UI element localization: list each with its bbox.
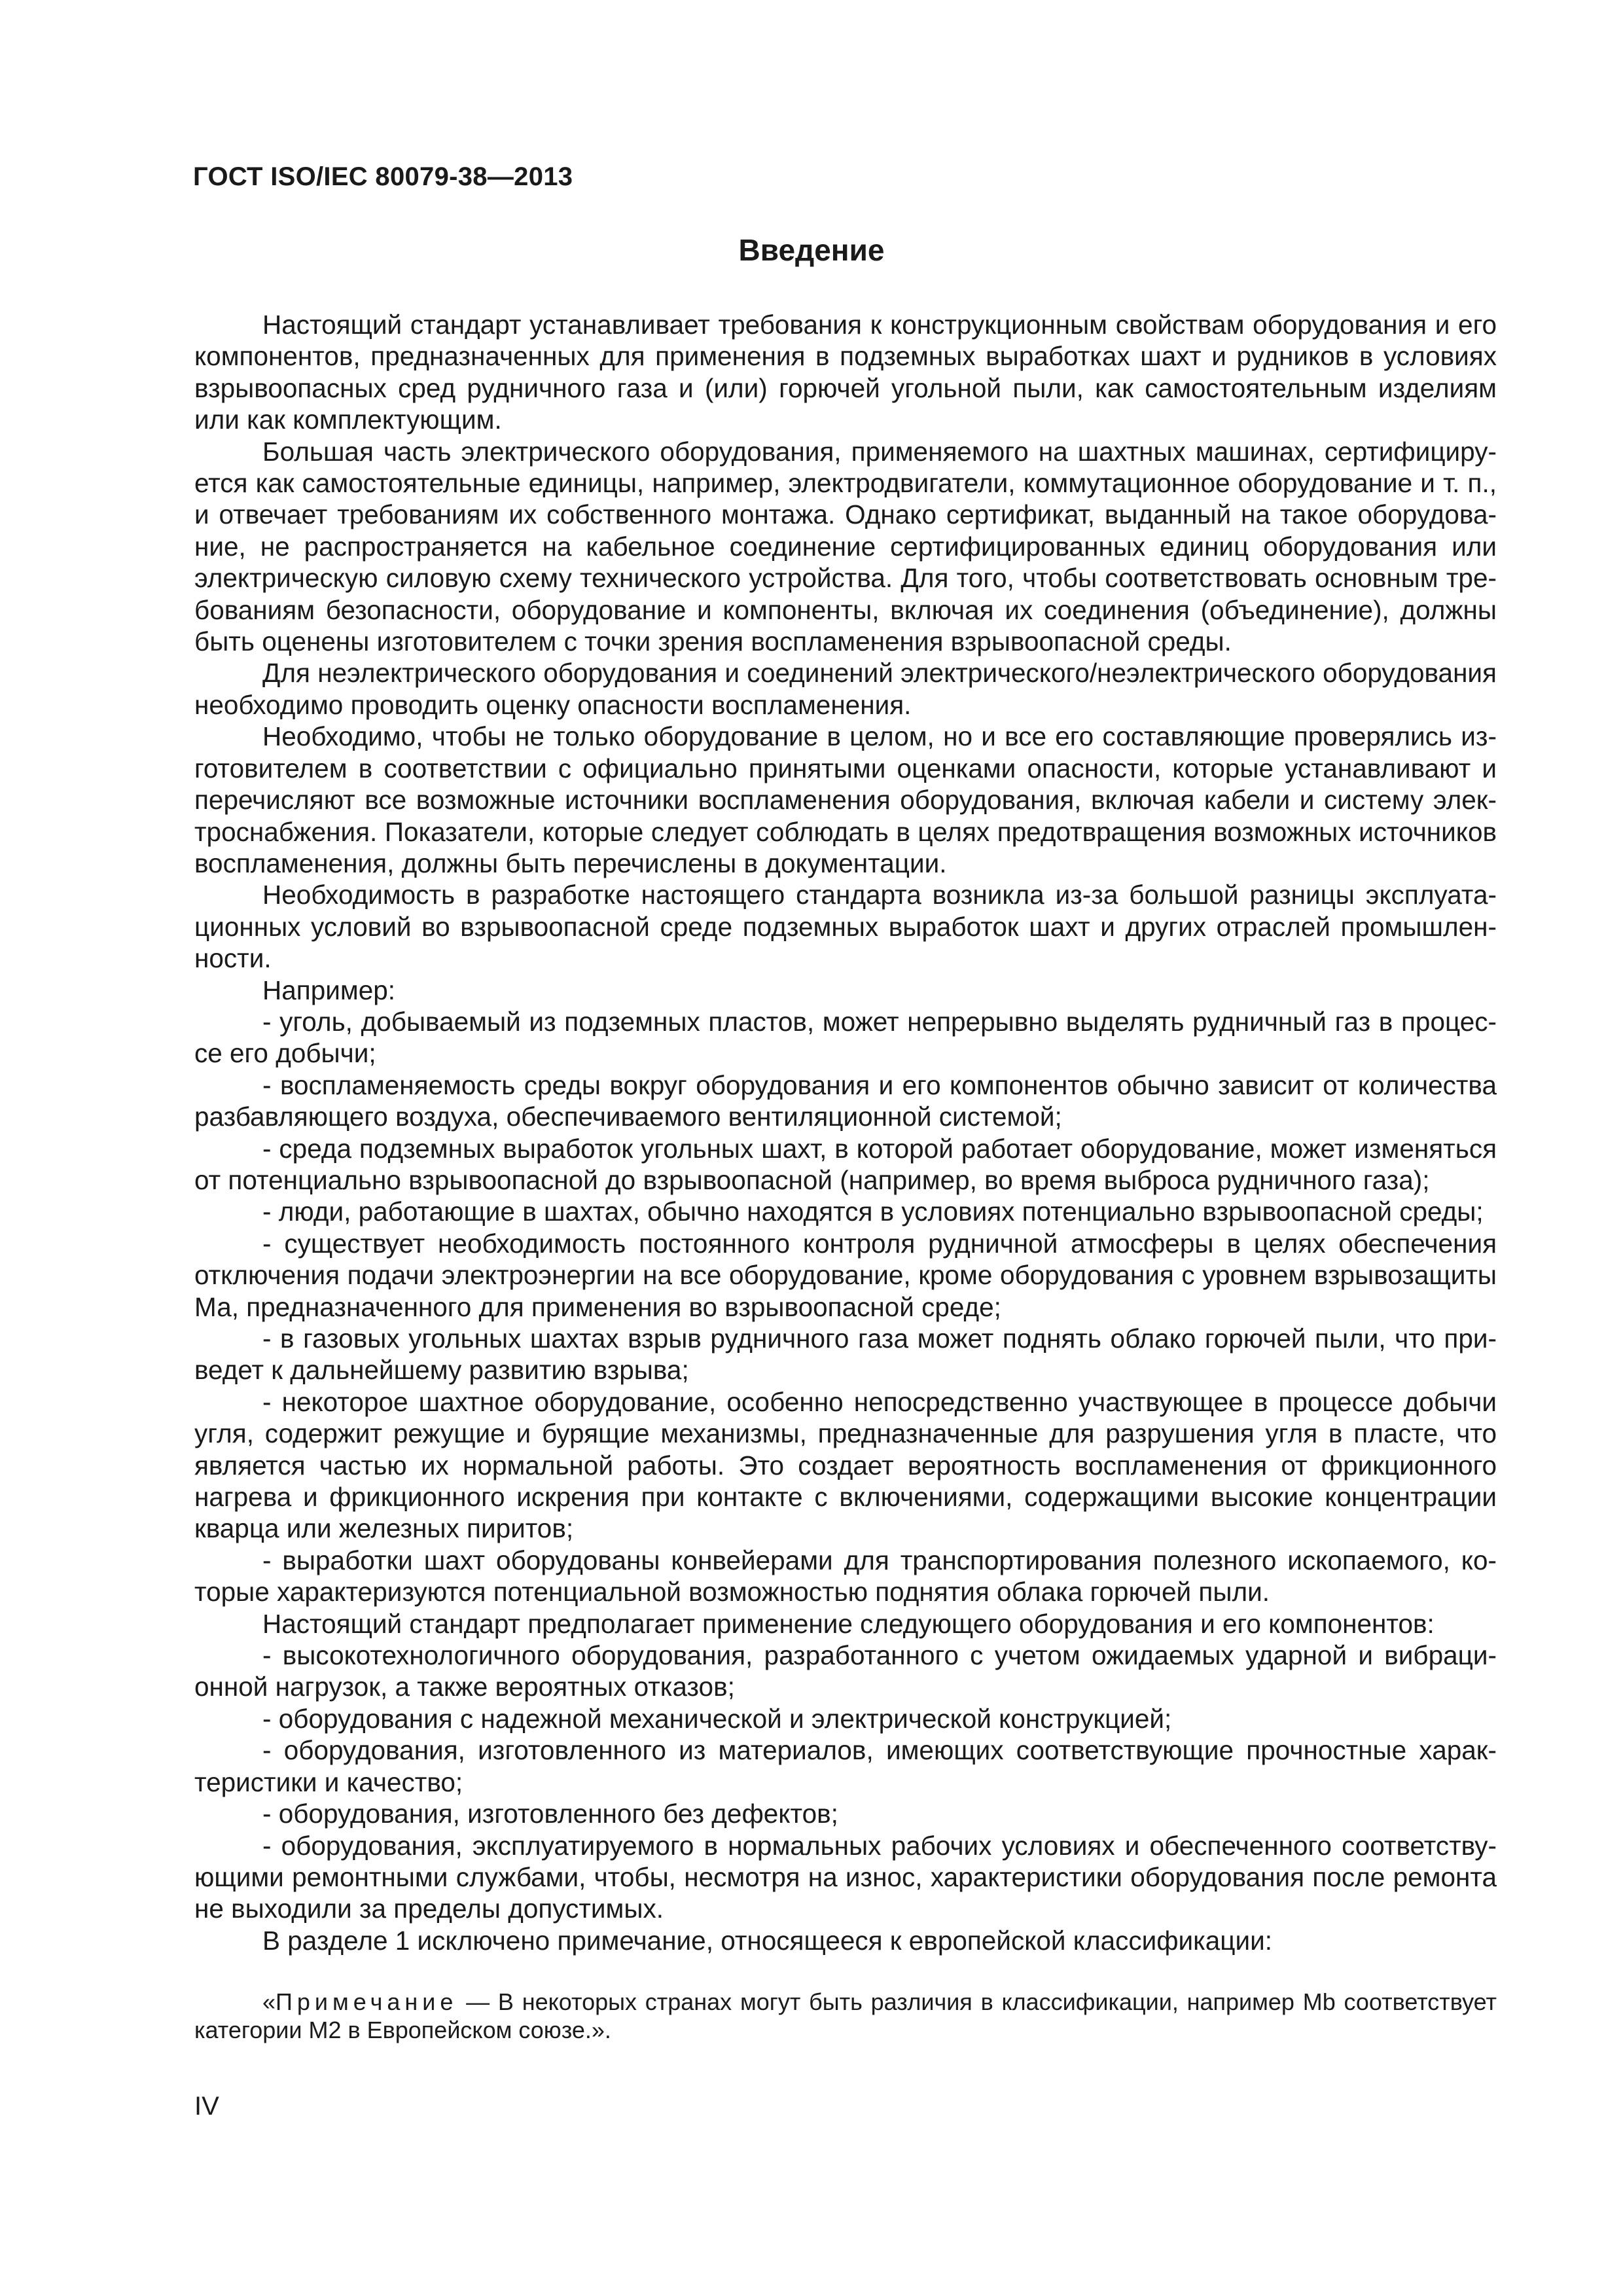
page-title: Введение (738, 233, 885, 267)
list-item: - люди, работающие в шахтах, обычно находятся в условиях потенциально взрывоопасной среды; (262, 1196, 1484, 1227)
note-label: Примечание (276, 1988, 458, 2015)
paragraph: В разделе 1 исключено примечание, относящееся к европейской классификации: (262, 1925, 1272, 1956)
note-open-quote: « (262, 1988, 276, 2015)
list-item: - выработки шахт оборудованы конвейерами для транспортирования полезного ископаемого, которые характеризуются потенциальной возможностью поднятия облака горючей пыли. (194, 1545, 1497, 1607)
list-item: - оборудования с надежной механической и электрической конструкцией; (262, 1703, 1172, 1734)
paragraph: Необходимо, чтобы не только оборудование в целом, но и все его составляющие проверялись изготовителем в соответствии с официально принятыми оценками опасности, которые устанавливают и перечисляют все возможные источники воспламенения оборудования, включая кабели и систему электроснабжения. Показатели, которые следует соблюдать в целях предотвращения возможных источников воспламенения, должны быть перечислены в документации. (194, 721, 1497, 878)
paragraph: Настоящий стандарт предполагает применение следующего оборудования и его компонентов: (262, 1608, 1435, 1639)
note-text: — В некоторых странах могут быть различия в классификации, например Mb соответствует категории M2 в Европейском союзе.». (194, 1988, 1497, 2043)
list-item: - уголь, добываемый из подземных пластов, может непрерывно выделять рудничный газ в процессе его добычи; (194, 1006, 1497, 1069)
list-item: - среда подземных выработок угольных шахт, в которой работает оборудование, может изменяться от потенциально взрывоопасной до взрывоопасной (например, во время выброса рудничного газа); (194, 1133, 1497, 1195)
list-item: - воспламеняемость среды вокруг оборудования и его компонентов обычно зависит от количества разбавляющего воздуха, обеспечиваемого вентиляционной системой; (194, 1069, 1497, 1132)
page-number: IV (194, 2092, 219, 2121)
paragraph: Большая часть электрического оборудования, применяемого на шахтных машинах, сертифицируется как самостоятельные единицы, например, электродвигатели, коммутационное оборудование и т. п., и отвечает требованиям их собственного монтажа. Однако сертификат, выданный на такое оборудование, не распространяется на кабельное соединение сертифицированных единиц оборудования или электрическую силовую схему технического устройства. Для того, чтобы соответствовать основным требованиям безопасности, оборудование и компоненты, включая их соединения (объединение), должны быть оценены изготовителем с точки зрения воспламенения взрывоопасной среды. (194, 436, 1497, 657)
paragraph: Например: (262, 975, 395, 1005)
note (194, 1988, 1497, 2044)
list-item: - в газовых угольных шахтах взрыв рудничного газа может поднять облако горючей пыли, что приведет к дальнейшему развитию взрыва; (194, 1323, 1497, 1386)
list-item: - оборудования, изготовленного без дефектов; (262, 1799, 838, 1829)
list-item: - существует необходимость постоянного контроля рудничной атмосферы в целях обеспечения отключения подачи электроэнергии на все оборудование, кроме оборудования с уровнем взрывозащиты Ма, предназначенного для применения во взрывоопасной среде; (194, 1228, 1497, 1322)
paragraph: Настоящий стандарт устанавливает требования к конструкционным свойствам оборудования и его компонентов, предназначенных для применения в подземных выработках шахт и рудников в условиях взрывоопасных сред рудничного газа и (или) горючей угольной пыли, как самостоятельным изделиям или как комплектующим. (194, 310, 1497, 435)
standard-id: ГОСТ ISO/IEC 80079-38—2013 (193, 162, 573, 191)
note-paragraph (194, 1988, 1497, 2044)
list-item: - оборудования, эксплуатируемого в нормальных рабочих условиях и обеспеченного соответствующими ремонтными службами, чтобы, несмотря на износ, характеристики оборудования после ремонта не выходили за пределы допустимых. (194, 1830, 1497, 1924)
paragraph: Необходимость в разработке настоящего стандарта возникла из-за большой разницы эксплуатационных условий во взрывоопасной среде подземных выработок шахт и других отраслей промышленности. (194, 880, 1497, 974)
list-item: - некоторое шахтное оборудование, особенно непосредственно участвующее в процессе добычи угля, содержит режущие и бурящие механизмы, предназначенные для разрушения угля в пласте, что является частью их нормальной работы. Это создает вероятность воспламенения от фрикционного нагрева и фрикционного искрения при контакте с включениями, содержащими высокие концентрации кварца или железных пиритов; (194, 1386, 1497, 1544)
list-item: - оборудования, изготовленного из материалов, имеющих соответствующие прочностные характеристики и качество; (194, 1735, 1497, 1797)
body-text (194, 309, 1497, 1956)
paragraph: Для неэлектрического оборудования и соединений электрического/неэлектрического оборудования необходимо проводить оценку опасности воспламенения. (194, 658, 1497, 720)
list-item: - высокотехнологичного оборудования, разработанного с учетом ожидаемых ударной и вибрационной нагрузок, а также вероятных отказов; (194, 1640, 1497, 1702)
